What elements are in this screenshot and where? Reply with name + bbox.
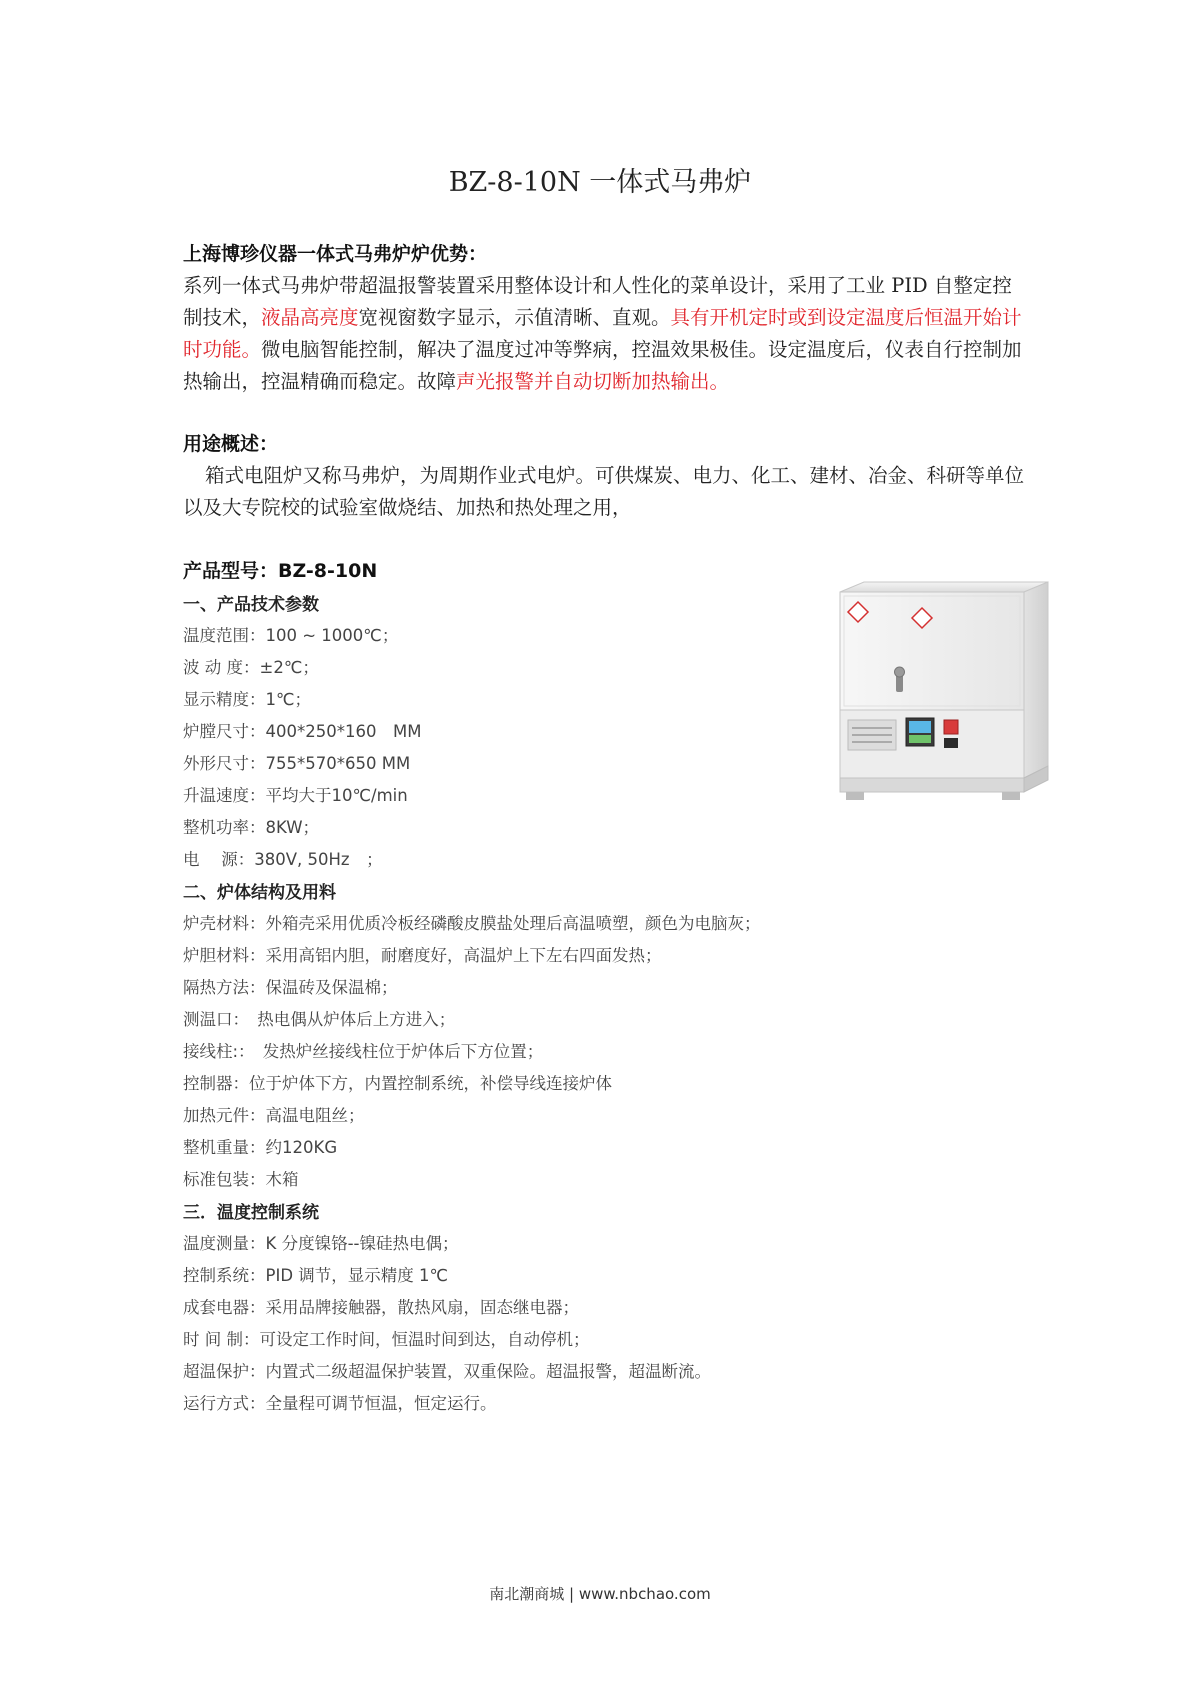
param-row: 电 源：380V, 50Hz ； xyxy=(183,850,383,869)
page-title: BZ-8-10N 一体式马弗炉 xyxy=(448,167,752,198)
param-row: 炉膛尺寸：400*250*160 MM xyxy=(183,722,422,741)
param-row: 升温速度：平均大于10℃/min xyxy=(183,786,408,805)
advantages-text-1: 系列一体式马弗炉带超温报警装置采用整体设计和人性化的菜单设计，采用了工业 PID 自整定控制技术， xyxy=(183,274,1012,329)
structure-row: 炉胆材料：采用高铝内胆，耐磨度好，高温炉上下左右四面发热； xyxy=(183,946,662,965)
control-row: 控制系统：PID 调节，显示精度 1℃ xyxy=(183,1266,449,1285)
param-row: 显示精度：1℃； xyxy=(183,690,312,709)
advantages-paragraph xyxy=(183,270,1025,398)
structure-row: 测温口： 热电偶从炉体后上方进入； xyxy=(183,1010,456,1029)
advantages-text-2: 宽视窗数字显示，示值清晰、直观。 xyxy=(358,306,671,329)
param-row: 外形尺寸：755*570*650 MM xyxy=(183,754,411,773)
footer: 南北潮商城 | www.nbchao.com xyxy=(489,1585,711,1603)
structure-heading: 二、炉体结构及用料 xyxy=(183,883,336,903)
muffle-furnace-image xyxy=(826,578,1096,834)
advantages-highlight-2: 具有开机定时或到设定温度后恒温开始计时功能。 xyxy=(183,306,1022,361)
param-row: 波 动 度：±2℃； xyxy=(183,658,319,677)
structure-row: 标准包装：木箱 xyxy=(183,1170,299,1189)
structure-row: 炉壳材料：外箱壳采用优质冷板经磷酸皮膜盐处理后高温喷塑，颜色为电脑灰； xyxy=(183,914,761,933)
usage-section xyxy=(183,428,1025,524)
usage-heading: 用途概述： xyxy=(183,433,279,455)
param-row: 整机功率：8KW； xyxy=(183,818,320,837)
structure-row: 整机重量：约120KG xyxy=(183,1138,338,1157)
usage-text: 箱式电阻炉又称马弗炉，为周期作业式电炉。可供煤炭、电力、化工、建材、冶金、科研等单位以及大专院校的试验室做烧结、加热和热处理之用， xyxy=(183,464,1025,519)
control-row: 时 间 制：可设定工作时间，恒温时间到达，自动停机； xyxy=(183,1330,590,1349)
control-row: 超温保护：内置式二级超温保护装置，双重保险。超温报警，超温断流。 xyxy=(183,1362,711,1381)
advantages-section xyxy=(183,238,1025,398)
structure-row: 接线柱:： 发热炉丝接线柱位于炉体后下方位置； xyxy=(183,1042,544,1061)
temp-control-heading: 三．温度控制系统 xyxy=(183,1203,319,1223)
structure-row: 隔热方法：保温砖及保温棉； xyxy=(183,978,398,997)
tech-params-heading: 一、产品技术参数 xyxy=(183,595,319,615)
structure-row: 控制器：位于炉体下方，内置控制系统，补偿导线连接炉体 xyxy=(183,1074,612,1093)
param-row: 温度范围：100 ~ 1000℃； xyxy=(183,626,399,645)
control-row: 成套电器：采用品牌接触器，散热风扇，固态继电器； xyxy=(183,1298,579,1317)
model-heading: 产品型号：BZ-8-10N xyxy=(183,560,378,582)
advantages-heading: 上海博珍仪器一体式马弗炉炉优势： xyxy=(183,243,488,265)
advantages-highlight-1: 液晶高亮度 xyxy=(261,306,359,329)
control-row: 温度测量：K 分度镍铬--镍硅热电偶； xyxy=(183,1234,459,1253)
structure-row: 加热元件：高温电阻丝； xyxy=(183,1106,365,1125)
advantages-highlight-3: 声光报警并自动切断加热输出。 xyxy=(456,370,730,393)
control-row: 运行方式：全量程可调节恒温，恒定运行。 xyxy=(183,1394,497,1413)
advantages-text-3: 微电脑智能控制，解决了温度过冲等弊病，控温效果极佳。设定温度后，仪表自行控制加热输出，控温精确而稳定。故障 xyxy=(183,338,1022,393)
